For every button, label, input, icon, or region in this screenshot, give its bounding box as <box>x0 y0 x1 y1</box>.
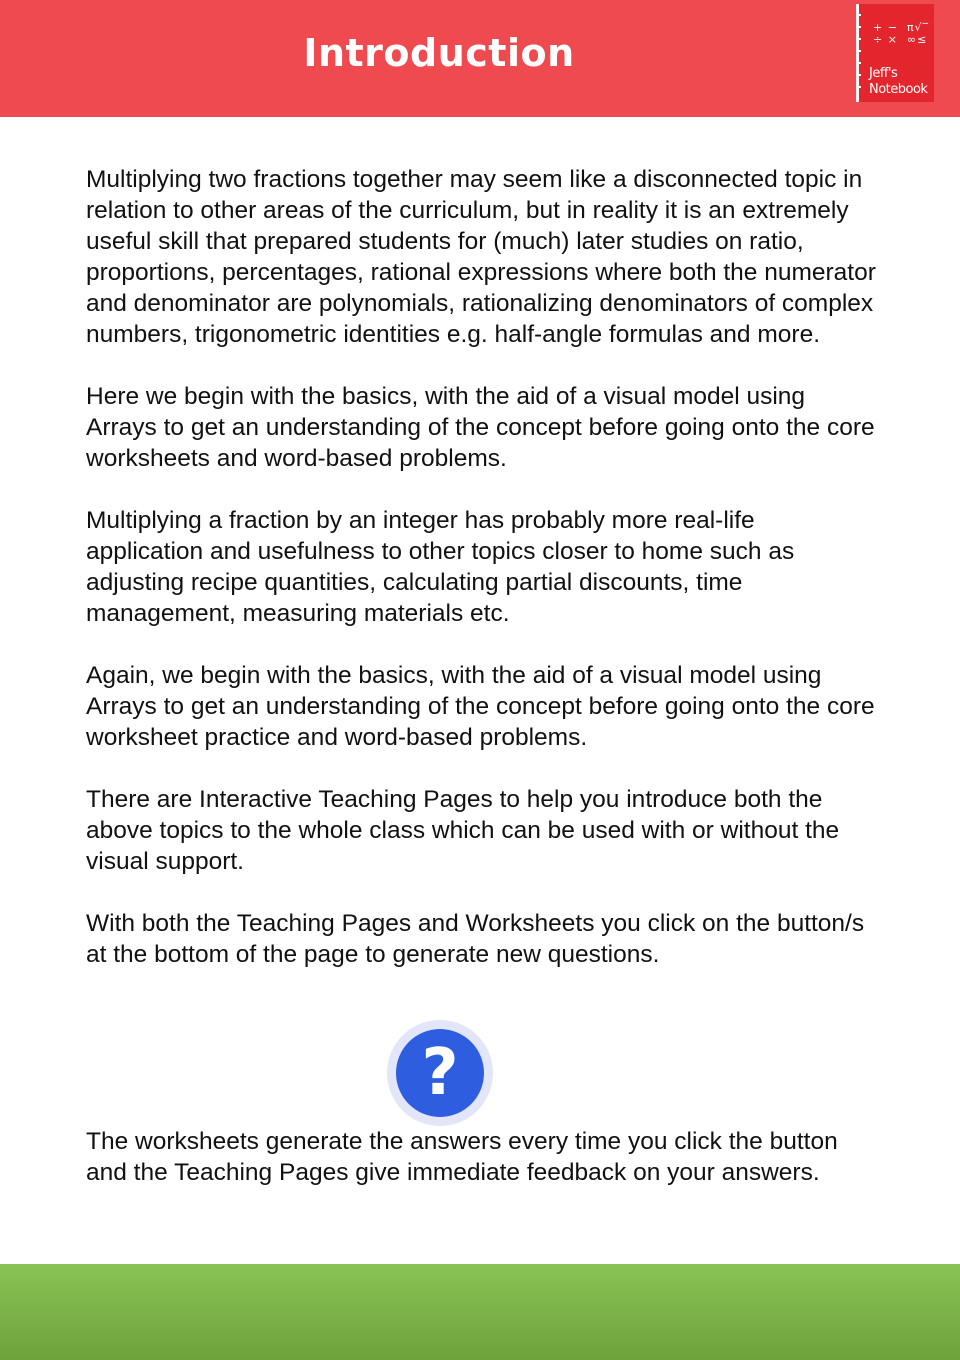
help-button[interactable] <box>387 1020 493 1126</box>
paragraph-fractions: Multiplying two fractions together may seem like a disconnected topic in relation to other areas of the curriculum, but in reality it is an extremely useful skill that prepared students for (much) later studies on ratio, proportions, percentages, rational expressions where both the numerator and denominator are polynomials, rationalizing denominators of complex numbers, trigonometric identities e.g. half-angle formulas and more. <box>86 166 876 348</box>
math-symbols-icon: + − π√‾ ÷ × ∞≤ <box>873 21 930 46</box>
notebook-binding <box>858 14 861 94</box>
header-banner <box>0 0 960 117</box>
paragraph-generate: With both the Teaching Pages and Worksheets you click on the button/s at the bottom of the page to generate new questions. <box>86 910 865 968</box>
closing-body <box>86 1126 876 1188</box>
paragraph-answers: The worksheets generate the answers every time you click the button and the Teaching Pages give immediate feedback on your answers. <box>86 1128 838 1186</box>
logo-text <box>869 66 927 98</box>
jeffs-notebook-logo <box>856 4 934 102</box>
question-mark-icon: ? <box>396 1029 484 1117</box>
paragraph-again: Again, we begin with the basics, with the aid of a visual model using Arrays to get an understanding of the concept before going onto the core worksheet practice and word-based problems. <box>86 662 875 751</box>
page-title: Introduction <box>303 31 575 75</box>
logo-name-line1: Jeff's <box>869 66 898 81</box>
footer-banner <box>0 1264 960 1360</box>
intro-body <box>86 164 876 1001</box>
paragraph-basics: Here we begin with the basics, with the aid of a visual model using Arrays to get an understanding of the concept before going onto the core worksheets and word-based problems. <box>86 383 875 472</box>
logo-name-line2: Notebook <box>869 82 928 97</box>
paragraph-integer: Multiplying a fraction by an integer has probably more real-life application and usefulness to other topics closer to home such as adjusting recipe quantities, calculating partial discounts, time management, measuring materials etc. <box>86 507 795 627</box>
paragraph-teaching-pages: There are Interactive Teaching Pages to help you introduce both the above topics to the whole class which can be used with or without the visual support. <box>86 786 840 875</box>
